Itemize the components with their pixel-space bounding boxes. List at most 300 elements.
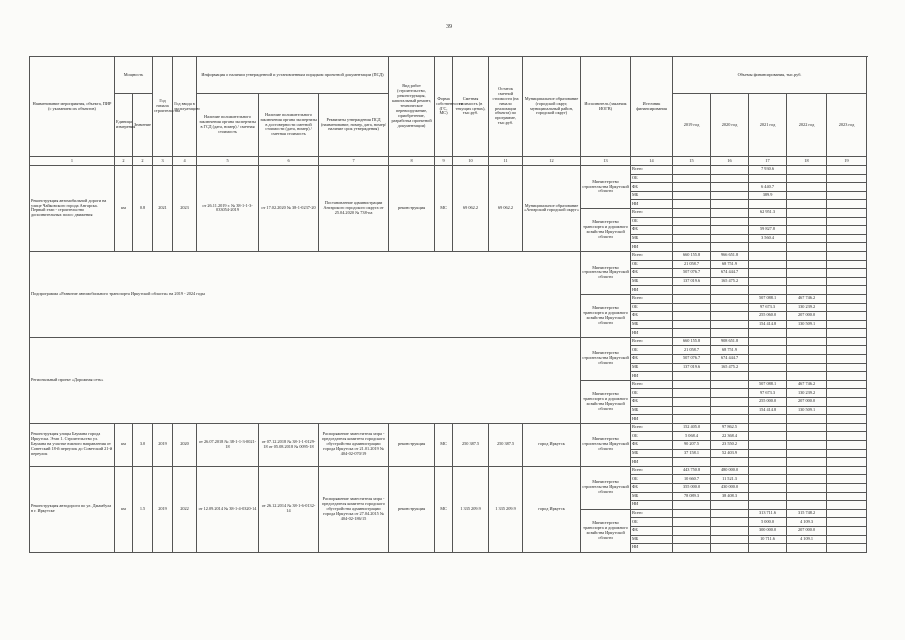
- col-number: 2: [115, 157, 133, 166]
- col-funding-header: Объемы финансирования, тыс.руб.: [673, 57, 867, 94]
- funding-value: [827, 389, 867, 398]
- funding-value: [673, 380, 711, 389]
- funding-value: 137 019.6: [673, 363, 711, 372]
- funding-value: [787, 466, 827, 475]
- funding-value: [673, 320, 711, 329]
- col-own-header: Форма собственности (ГС, МС): [435, 57, 453, 157]
- funding-value: [711, 458, 749, 467]
- funding-value: [673, 217, 711, 226]
- funding-value: [673, 518, 711, 527]
- funding-value: [749, 277, 787, 286]
- funding-value: [711, 286, 749, 295]
- funding-value: [827, 346, 867, 355]
- funding-value: 313 711.6: [749, 509, 787, 518]
- source-cell: НИ: [631, 544, 673, 553]
- funding-value: [749, 286, 787, 295]
- estimate-cell: 250 387.5: [453, 423, 489, 466]
- funding-value: [787, 492, 827, 501]
- funding-value: [711, 183, 749, 192]
- funding-value: [827, 251, 867, 260]
- funding-value: [827, 320, 867, 329]
- funding-value: [827, 208, 867, 217]
- col-number: 15: [673, 157, 711, 166]
- funding-value: [673, 509, 711, 518]
- source-cell: ОБ: [631, 260, 673, 269]
- funding-value: [673, 312, 711, 321]
- source-cell: МБ: [631, 535, 673, 544]
- col-number: 8: [389, 157, 435, 166]
- table-row: [30, 423, 867, 432]
- funding-value: [673, 303, 711, 312]
- col-exp2-header: Наличие положительного заключения органа экспертизы в достоверности сметной стоимости (дата, номер) / сметная стоимость: [259, 94, 319, 157]
- col-capacity-header: Мощность: [115, 57, 153, 94]
- funding-value: [827, 415, 867, 424]
- executor-cell: Министерство строительства Иркутской области: [581, 337, 631, 380]
- source-cell: Всего: [631, 466, 673, 475]
- funding-value: [673, 200, 711, 209]
- col-info-header: Информация о наличии утвержденной и установленным порядком проектной документации (ПСД): [197, 57, 389, 94]
- funding-value: [711, 217, 749, 226]
- remainder-cell: 250 387.5: [489, 423, 523, 466]
- col-mun-header: Муниципальное образование (городской округ, муниципальный район, городской округ): [523, 57, 581, 157]
- funding-value: [711, 518, 749, 527]
- page-number: 39: [446, 24, 452, 30]
- funding-value: 480 000.0: [711, 466, 749, 475]
- col-number: 4: [173, 157, 197, 166]
- source-cell: Всего: [631, 509, 673, 518]
- source-cell: НИ: [631, 372, 673, 381]
- source-cell: НИ: [631, 200, 673, 209]
- source-cell: ОБ: [631, 432, 673, 441]
- funding-value: 4 109.3: [787, 518, 827, 527]
- year-2020-header: 2020 год: [711, 94, 749, 157]
- funding-value: [787, 363, 827, 372]
- funding-value: [749, 466, 787, 475]
- funding-value: [827, 518, 867, 527]
- source-cell: Всего: [631, 294, 673, 303]
- capacity-cell: 0.8: [133, 166, 153, 252]
- funding-value: 660 155.8: [673, 337, 711, 346]
- funding-value: [827, 269, 867, 278]
- funding-value: [673, 372, 711, 381]
- year-2021-header: 2021 год: [749, 94, 787, 157]
- funding-value: [827, 226, 867, 235]
- funding-value: [673, 535, 711, 544]
- funding-value: [749, 243, 787, 252]
- col-number: 12: [523, 157, 581, 166]
- remainder-cell: 69 062.2: [489, 166, 523, 252]
- section-title: Региональный проект «Дорожная сеть»: [30, 337, 581, 423]
- end-year-cell: 2020: [173, 423, 197, 466]
- ownership-cell: МС: [435, 466, 453, 552]
- col-estimate-header: Сметная стоимость (в текущих ценах), тыс.руб.: [453, 57, 489, 157]
- municipality-cell: город Иркутск: [523, 423, 581, 466]
- funding-value: 507 088.1: [749, 380, 787, 389]
- work-type-cell: реконструкция: [389, 166, 435, 252]
- funding-value: [673, 243, 711, 252]
- col-number: 14: [631, 157, 673, 166]
- capacity-cell: 1.5: [133, 466, 153, 552]
- source-cell: Всего: [631, 251, 673, 260]
- ownership-cell: МС: [435, 166, 453, 252]
- funding-value: [787, 415, 827, 424]
- ownership-cell: МС: [435, 423, 453, 466]
- funding-value: [673, 174, 711, 183]
- funding-value: [827, 509, 867, 518]
- funding-value: 165 475.2: [711, 277, 749, 286]
- col-number: 1: [30, 157, 115, 166]
- funding-value: [827, 406, 867, 415]
- funding-value: 130 509.1: [787, 320, 827, 329]
- funding-value: 97 673.3: [749, 389, 787, 398]
- executor-cell: Министерство транспорта и дорожного хозяйства Иркутской области: [581, 208, 631, 251]
- funding-value: 154 414.8: [749, 406, 787, 415]
- unit-cell: км: [115, 466, 133, 552]
- funding-value: 59 827.8: [749, 226, 787, 235]
- remainder-cell: 1 335 209.9: [489, 466, 523, 552]
- funding-value: [749, 251, 787, 260]
- funding-value: 507 088.1: [749, 294, 787, 303]
- funding-value: 165 475.2: [711, 363, 749, 372]
- source-cell: НИ: [631, 415, 673, 424]
- funding-value: [787, 200, 827, 209]
- funding-value: [827, 449, 867, 458]
- funding-value: [749, 501, 787, 510]
- funding-value: [749, 475, 787, 484]
- funding-value: [787, 329, 827, 338]
- funding-value: [827, 380, 867, 389]
- funding-value: [673, 501, 711, 510]
- funding-value: [827, 501, 867, 510]
- funding-value: [711, 415, 749, 424]
- source-cell: ОБ: [631, 346, 673, 355]
- source-cell: НИ: [631, 329, 673, 338]
- funding-value: [787, 217, 827, 226]
- funding-value: [673, 166, 711, 175]
- table-row: [30, 466, 867, 475]
- executor-cell: Министерство строительства Иркутской области: [581, 166, 631, 209]
- funding-value: 467 746.2: [787, 380, 827, 389]
- executor-cell: Министерство строительства Иркутской области: [581, 251, 631, 294]
- funding-value: [711, 243, 749, 252]
- funding-value: 443 750.8: [673, 466, 711, 475]
- funding-value: 430 000.0: [711, 483, 749, 492]
- funding-value: 5 000.0: [749, 518, 787, 527]
- funding-value: [787, 286, 827, 295]
- unit-cell: км: [115, 423, 133, 466]
- funding-value: [827, 174, 867, 183]
- expertise-cell: от 12.09.2014 № 38-1-4-0320-14: [197, 466, 259, 552]
- funding-value: [711, 509, 749, 518]
- funding-value: [749, 423, 787, 432]
- funding-value: [711, 380, 749, 389]
- funding-value: [827, 217, 867, 226]
- funding-value: [827, 432, 867, 441]
- funding-value: [711, 226, 749, 235]
- funding-value: [673, 389, 711, 398]
- executor-cell: Министерство транспорта и дорожного хозяйства Иркутской области: [581, 380, 631, 423]
- funding-value: [711, 234, 749, 243]
- funding-value: [827, 166, 867, 175]
- funding-value: [827, 294, 867, 303]
- funding-value: [787, 355, 827, 364]
- funding-value: 6 440.7: [749, 183, 787, 192]
- funding-value: 152 405.0: [673, 423, 711, 432]
- executor-cell: Министерство строительства Иркутской области: [581, 466, 631, 509]
- funding-value: [749, 337, 787, 346]
- year-2023-header: 2023 год: [827, 94, 867, 157]
- funding-value: 7 930.6: [749, 166, 787, 175]
- funding-value: 10 660.7: [673, 475, 711, 484]
- start-year-cell: 2021: [153, 166, 173, 252]
- source-cell: ОБ: [631, 174, 673, 183]
- source-cell: Всего: [631, 166, 673, 175]
- funding-value: [787, 449, 827, 458]
- funding-value: 137 019.6: [673, 277, 711, 286]
- funding-value: [711, 191, 749, 200]
- funding-value: [673, 329, 711, 338]
- source-cell: ОБ: [631, 518, 673, 527]
- source-cell: ФБ: [631, 183, 673, 192]
- object-name: Реконструкция автомобильной дороги на улице Чайковского города Ангарска. Первый этап - строительство дополнительных полос движения: [30, 166, 115, 252]
- estimate-cell: 1 335 209.9: [453, 466, 489, 552]
- funding-value: 78 089.3: [673, 492, 711, 501]
- section-row: [30, 251, 867, 260]
- funding-value: [827, 544, 867, 553]
- col-work-header: Вид работ (строительство, реконструкция, капитальный ремонт, техническое перевооружение, приобретение, разработка проектной документации): [389, 57, 435, 157]
- source-cell: ФБ: [631, 526, 673, 535]
- funding-value: [787, 234, 827, 243]
- funding-value: [827, 191, 867, 200]
- col-number: 7: [319, 157, 389, 166]
- source-cell: ФБ: [631, 312, 673, 321]
- year-2022-header: 2022 год: [787, 94, 827, 157]
- funding-value: [827, 303, 867, 312]
- funding-value: 207 000.0: [787, 312, 827, 321]
- funding-value: [787, 458, 827, 467]
- object-name: Реконструкция автодороги по ул. Джамбула в г. Иркутске: [30, 466, 115, 552]
- section-row: [30, 337, 867, 346]
- funding-value: [749, 432, 787, 441]
- funding-value: 5 068.4: [673, 432, 711, 441]
- source-cell: МБ: [631, 191, 673, 200]
- source-cell: ОБ: [631, 475, 673, 484]
- funding-value: 11 521.3: [711, 475, 749, 484]
- funding-value: [787, 260, 827, 269]
- end-year-cell: 2022: [173, 466, 197, 552]
- col-remainder-header: Остаток сметной стоимости (на начало реализации объекта) по программе, тыс.руб.: [489, 57, 523, 157]
- funding-value: [827, 286, 867, 295]
- funding-value: 674 444.7: [711, 269, 749, 278]
- funding-value: [827, 423, 867, 432]
- col-number: 5: [197, 157, 259, 166]
- funding-value: 21 058.7: [673, 346, 711, 355]
- funding-value: [749, 200, 787, 209]
- source-cell: Всего: [631, 208, 673, 217]
- funding-value: [827, 441, 867, 450]
- work-type-cell: реконструкция: [389, 466, 435, 552]
- source-cell: НИ: [631, 458, 673, 467]
- funding-value: 97 673.3: [749, 303, 787, 312]
- funding-value: [749, 544, 787, 553]
- funding-value: [827, 483, 867, 492]
- funding-value: 52 403.9: [711, 449, 749, 458]
- source-cell: ФБ: [631, 226, 673, 235]
- funding-value: 90 207.5: [673, 441, 711, 450]
- funding-value: 130 239.2: [787, 389, 827, 398]
- funding-value: 300 000.0: [749, 526, 787, 535]
- funding-value: [749, 483, 787, 492]
- municipality-cell: Муниципальное образование «Ангарский городской округ»: [523, 166, 581, 252]
- funding-value: [787, 251, 827, 260]
- funding-value: [787, 432, 827, 441]
- funding-value: 22 368.4: [711, 432, 749, 441]
- funding-value: 507 076.7: [673, 269, 711, 278]
- col-number: 13: [581, 157, 631, 166]
- funding-value: 130 509.1: [787, 406, 827, 415]
- funding-value: [827, 398, 867, 407]
- approve-cell: Распоряжение заместителя мэра - председателя комитета городского обустройства администрации города Иркутска от 27.04.2015 № 404-02-186/15: [319, 466, 389, 552]
- funding-value: [673, 526, 711, 535]
- funding-value: 255 000.0: [749, 398, 787, 407]
- col-value-header: Значение: [133, 94, 153, 157]
- source-cell: МБ: [631, 406, 673, 415]
- funding-value: [827, 277, 867, 286]
- col-approve-header: Реквизиты утверждения ПСД (наименование, номер, дата, номер/ наличие срок утверждения): [319, 94, 389, 157]
- funding-value: [711, 526, 749, 535]
- funding-value: [749, 372, 787, 381]
- col-number: 10: [453, 157, 489, 166]
- funding-value: [749, 174, 787, 183]
- funding-value: [673, 191, 711, 200]
- funding-value: [827, 329, 867, 338]
- source-cell: МБ: [631, 234, 673, 243]
- funding-value: [749, 492, 787, 501]
- source-cell: Всего: [631, 337, 673, 346]
- col-input-header: Год ввода в эксплуатацию: [173, 57, 197, 157]
- funding-value: [827, 492, 867, 501]
- work-type-cell: реконструкция: [389, 423, 435, 466]
- col-number: 18: [787, 157, 827, 166]
- year-2019-header: 2019 год: [673, 94, 711, 157]
- funding-value: [711, 174, 749, 183]
- funding-value: [827, 475, 867, 484]
- funding-value: [827, 260, 867, 269]
- funding-value: 207 000.0: [787, 526, 827, 535]
- funding-value: [749, 217, 787, 226]
- funding-value: [827, 183, 867, 192]
- funding-value: [749, 329, 787, 338]
- source-cell: Всего: [631, 423, 673, 432]
- col-start-header: Год начала строительства: [153, 57, 173, 157]
- col-number: 3: [153, 157, 173, 166]
- funding-value: [711, 535, 749, 544]
- source-cell: ФБ: [631, 398, 673, 407]
- approve-cell: Постановление администрации Ангарского городского округа от 25.04.2020 № 738-па: [319, 166, 389, 252]
- funding-value: [787, 269, 827, 278]
- funding-value: [711, 544, 749, 553]
- source-cell: МБ: [631, 492, 673, 501]
- funding-value: [749, 346, 787, 355]
- col-executor-header: Исполнитель (заказчик ИОГВ): [581, 57, 631, 157]
- funding-value: [749, 415, 787, 424]
- funding-value: [787, 166, 827, 175]
- funding-value: [827, 458, 867, 467]
- funding-value: 68 751.9: [711, 260, 749, 269]
- funding-value: [673, 458, 711, 467]
- funding-value: [827, 337, 867, 346]
- col-exp1-header: Наличие положительного заключения органа экспертизы в ГСД (дата, номер) / сметная стоимость: [197, 94, 259, 157]
- funding-value: [827, 200, 867, 209]
- funding-value: 255 060.0: [749, 312, 787, 321]
- funding-value: [787, 501, 827, 510]
- funding-value: [827, 372, 867, 381]
- source-cell: ФБ: [631, 355, 673, 364]
- funding-value: [673, 294, 711, 303]
- funding-value: [787, 337, 827, 346]
- funding-value: [673, 406, 711, 415]
- funding-value: [749, 458, 787, 467]
- source-cell: НИ: [631, 501, 673, 510]
- funding-value: [711, 320, 749, 329]
- funding-value: [827, 243, 867, 252]
- funding-value: [673, 226, 711, 235]
- estimate-cell: 69 062.2: [453, 166, 489, 252]
- source-cell: ФБ: [631, 441, 673, 450]
- executor-cell: Министерство строительства Иркутской области: [581, 423, 631, 466]
- funding-value: [749, 269, 787, 278]
- approve-cell: Распоряжение заместителя мэра - председателя комитета городского обустройства администрации города Иркутска от 21.01.2019 № 404-02-070/19: [319, 423, 389, 466]
- start-year-cell: 2019: [153, 466, 173, 552]
- funding-value: 130 239.2: [787, 303, 827, 312]
- funding-value: [787, 191, 827, 200]
- funding-value: 908 651.8: [711, 337, 749, 346]
- funding-value: [749, 441, 787, 450]
- funding-value: [827, 535, 867, 544]
- funding-value: 355 000.0: [673, 483, 711, 492]
- source-cell: ФБ: [631, 483, 673, 492]
- source-cell: МБ: [631, 320, 673, 329]
- funding-value: 154 414.8: [749, 320, 787, 329]
- col-number: 2: [133, 157, 153, 166]
- funding-value: [711, 329, 749, 338]
- funding-value: [827, 363, 867, 372]
- funding-value: [787, 544, 827, 553]
- source-cell: НИ: [631, 243, 673, 252]
- funding-value: [711, 389, 749, 398]
- executor-cell: Министерство транспорта и дорожного хозяйства Иркутской области: [581, 509, 631, 552]
- funding-value: 467 746.2: [787, 294, 827, 303]
- funding-value: 68 751.9: [711, 346, 749, 355]
- col-source-header: Источник финансирования: [631, 57, 673, 157]
- funding-value: [673, 234, 711, 243]
- funding-value: [827, 234, 867, 243]
- funding-value: [827, 355, 867, 364]
- funding-value: [711, 303, 749, 312]
- funding-value: [673, 544, 711, 553]
- funding-value: [749, 449, 787, 458]
- object-name: Реконструкция улицы Баумана города Иркутска. Этап 1. Строительство ул. Баумана на участке южного направления от Советский 18-й переулок до Советский 21-й переулок: [30, 423, 115, 466]
- source-cell: Всего: [631, 380, 673, 389]
- expertise-cell: от 26.07.2018 № 38-1-1-3-0021-18: [197, 423, 259, 466]
- source-cell: ОБ: [631, 217, 673, 226]
- source-cell: ОБ: [631, 389, 673, 398]
- funding-value: 97 862.5: [711, 423, 749, 432]
- funding-value: [787, 226, 827, 235]
- funding-value: [711, 312, 749, 321]
- funding-value: 389.9: [749, 191, 787, 200]
- funding-value: 21 058.7: [673, 260, 711, 269]
